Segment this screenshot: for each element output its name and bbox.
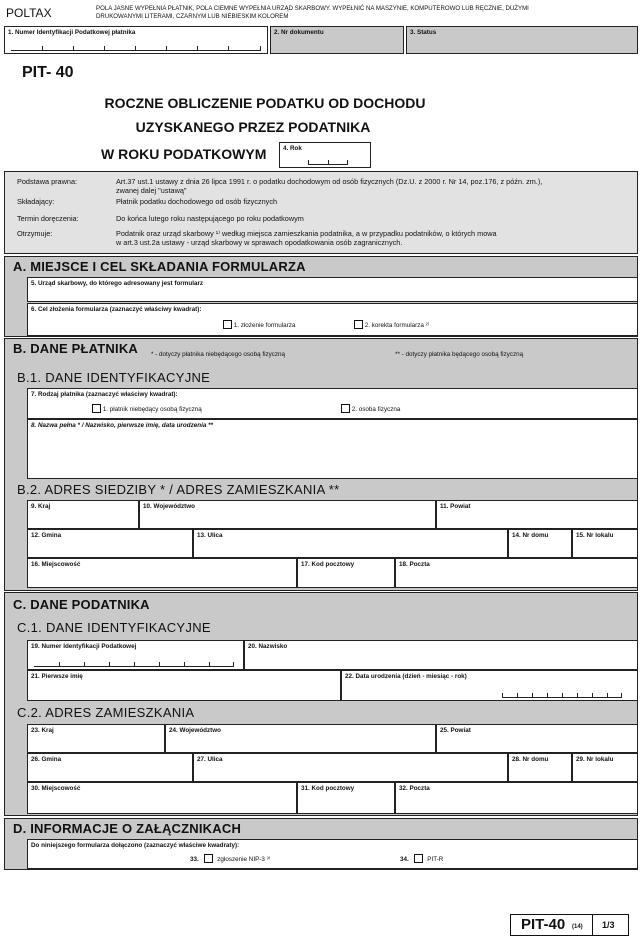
b2-title: B.2. ADRES SIEDZIBY * / ADRES ZAMIESZKANIA ** xyxy=(17,482,340,497)
field-label: 31. Kod pocztowy xyxy=(301,785,355,792)
payer-type-field xyxy=(27,388,638,419)
checkbox[interactable] xyxy=(204,854,213,863)
field-label: 23. Kraj xyxy=(31,727,54,734)
taxpayer-city-field[interactable] xyxy=(27,782,297,814)
taxpayer-postal-code-field[interactable] xyxy=(297,782,395,814)
attachment-nip3[interactable] xyxy=(190,854,270,863)
year-label: 4. Rok xyxy=(283,145,302,152)
info-box xyxy=(4,171,638,254)
attachments-label: Do niniejszego formularza dołączono (zaznaczyć właściwe kwadraty): xyxy=(31,842,240,849)
b1-title: B.1. DANE IDENTYFIKACYJNE xyxy=(17,370,211,385)
field-label: 20. Nazwisko xyxy=(248,643,288,650)
field-label: 26. Gmina xyxy=(31,756,62,763)
recipient-text2: w art.3 ust.2a ustawy - urząd skarbowy w sprawach opodatkowania osób zagranicznych. xyxy=(116,238,403,247)
basis-text: Art.37 ust.1 ustawy z dnia 26 lipca 1991 r. o podatku dochodowym od osób fizycznych (Dz.U. z 2000 r. Nr 14, poz.176, z późn. zm.), xyxy=(116,177,543,186)
field-label: 12. Gmina xyxy=(31,532,62,539)
document-number-field xyxy=(270,26,404,54)
checkbox[interactable] xyxy=(354,320,363,329)
status-field xyxy=(406,26,638,54)
instructions-line1: POLA JASNE WYPEŁNIA PŁATNIK, POLA CIEMNE WYPEŁNIA URZĄD SKARBOWY. WYPEŁNIĆ NA MASZYNIE, KOMPUTEROWO LUB RĘCZNIE, DUŻYMI xyxy=(96,5,529,12)
field-label: 16. Miejscowość xyxy=(31,561,81,568)
page-number: 1/3 xyxy=(602,920,615,930)
purpose-field xyxy=(27,303,638,336)
c2-title: C.2. ADRES ZAMIESZKANIA xyxy=(17,705,195,720)
taxpayer-municipality-field[interactable] xyxy=(27,753,193,782)
title-line3: W ROKU PODATKOWYM xyxy=(101,146,267,162)
house-number-field[interactable] xyxy=(508,529,572,558)
field-label: 15. Nr lokalu xyxy=(576,532,614,539)
section-d-title: D. INFORMACJE O ZAŁĄCZNIKACH xyxy=(13,821,242,836)
field-label: 27. Ulica xyxy=(197,756,223,763)
purpose-option-2[interactable] xyxy=(354,320,429,329)
status-label: 3. Status xyxy=(410,29,437,36)
document-number-label: 2. Nr dokumentu xyxy=(274,29,324,36)
taxpayer-house-number-field[interactable] xyxy=(508,753,572,782)
title-line2: UZYSKANEGO PRZEZ PODATNIKA xyxy=(135,119,371,135)
checkbox[interactable] xyxy=(414,854,423,863)
taxpayer-post-office-field[interactable] xyxy=(395,782,638,814)
nip-payer-field[interactable] xyxy=(4,26,268,54)
c1-title: C.1. DANE IDENTYFIKACYJNE xyxy=(17,620,211,635)
field-label: 25. Powiat xyxy=(440,727,471,734)
section-d xyxy=(4,818,638,870)
form-code: PIT- 40 xyxy=(22,64,74,81)
section-c xyxy=(4,592,638,816)
attachment-pitr[interactable] xyxy=(400,854,443,863)
payer-name-label: 8. Nazwa pełna * / Nazwisko, pierwsze imię, data urodzenia ** xyxy=(31,422,213,429)
field-label: 28. Nr domu xyxy=(512,756,549,763)
nip-tick-row xyxy=(34,663,234,667)
option-label: 2. osoba fizyczna xyxy=(351,406,401,413)
attachments-field xyxy=(27,839,638,869)
taxpayer-nip-field[interactable] xyxy=(27,640,244,670)
payer-name-field[interactable] xyxy=(27,419,638,479)
filer-text: Płatnik podatku dochodowego od osób fizycznych xyxy=(116,197,278,206)
checkbox[interactable] xyxy=(223,320,232,329)
option-label: 1. złożenie formularza xyxy=(233,322,296,329)
option-label: 2. korekta formularza ²⁾ xyxy=(364,322,430,329)
section-b-title: B. DANE PŁATNIKA xyxy=(13,341,139,356)
field-label: 32. Poczta xyxy=(399,785,430,792)
purpose-option-1[interactable] xyxy=(223,320,295,329)
field-label: 24. Województwo xyxy=(169,727,222,734)
field-label: 13. Ulica xyxy=(197,532,223,539)
payer-type-option-2[interactable] xyxy=(341,404,400,413)
taxpayer-apartment-number-field[interactable] xyxy=(572,753,638,782)
checkbox[interactable] xyxy=(92,404,101,413)
field-label: 21. Pierwsze imię xyxy=(31,673,83,680)
county-field[interactable] xyxy=(436,500,638,529)
taxpayer-street-field[interactable] xyxy=(193,753,508,782)
field-label: 11. Powiat xyxy=(440,503,471,510)
field-label: 14. Nr domu xyxy=(512,532,549,539)
payer-type-option-1[interactable] xyxy=(92,404,202,413)
basis-text2: zwanej dalej "ustawą" xyxy=(116,186,187,195)
purpose-label: 6. Cel złożenia formularza (zaznaczyć właściwy kwadrat): xyxy=(31,306,202,313)
nip-payer-label: 1. Numer Identyfikacji Podatkowej płatnika xyxy=(8,29,136,36)
section-c-title: C. DANE PODATNIKA xyxy=(13,597,150,612)
tax-office-field[interactable] xyxy=(27,277,638,302)
deadline-text: Do końca lutego roku następującego po roku podatkowym xyxy=(116,214,304,223)
postal-code-field[interactable] xyxy=(297,558,395,588)
footer-page-box xyxy=(593,914,629,936)
field-label: 10. Województwo xyxy=(143,503,196,510)
nip-tick-row xyxy=(11,47,261,51)
country-field[interactable] xyxy=(27,500,139,529)
field-label: 22. Data urodzenia (dzień - miesiąc - rok) xyxy=(345,673,467,680)
voivodeship-field[interactable] xyxy=(139,500,436,529)
field-label: 29. Nr lokalu xyxy=(576,756,614,763)
note-legal-entity: * - dotyczy płatnika niebędącego osobą fizyczną xyxy=(151,351,286,358)
footer-version: (14) xyxy=(572,924,583,930)
field-number: 34. xyxy=(400,856,409,863)
street-field[interactable] xyxy=(193,529,508,558)
taxpayer-county-field[interactable] xyxy=(436,724,638,753)
title-line1: ROCZNE OBLICZENIE PODATKU OD DOCHODU xyxy=(104,95,426,111)
note-natural-person: ** - dotyczy płatnika będącego osobą fizyczną xyxy=(395,351,524,358)
taxpayer-voivodeship-field[interactable] xyxy=(165,724,436,753)
filer-label: Składający: xyxy=(17,197,55,206)
municipality-field[interactable] xyxy=(27,529,193,558)
first-name-field[interactable] xyxy=(27,670,341,701)
post-office-field[interactable] xyxy=(395,558,638,588)
surname-field[interactable] xyxy=(244,640,638,670)
birth-date-field[interactable] xyxy=(341,670,638,701)
year-field[interactable] xyxy=(279,142,371,168)
footer-code: PIT-40 xyxy=(521,916,566,933)
field-number: 33. xyxy=(190,856,199,863)
section-a xyxy=(4,256,638,337)
basis-label: Podstawa prawna: xyxy=(17,177,78,186)
city-field[interactable] xyxy=(27,558,297,588)
section-a-title: A. MIEJSCE I CEL SKŁADANIA FORMULARZA xyxy=(13,259,306,274)
recipient-text: Podatnik oraz urząd skarbowy ¹⁾ według miejsca zamieszkania podatnika, a w przypadku podatników, o których mowa xyxy=(116,229,497,238)
tax-office-label: 5. Urząd skarbowy, do którego adresowany jest formularz xyxy=(31,280,204,287)
field-label: 19. Numer Identyfikacji Podatkowej xyxy=(31,643,137,650)
checkbox[interactable] xyxy=(341,404,350,413)
section-b xyxy=(4,338,638,591)
payer-type-label: 7. Rodzaj płatnika (zaznaczyć właściwy kwadrat): xyxy=(31,391,178,398)
deadline-label: Termin doręczenia: xyxy=(17,214,79,223)
taxpayer-country-field[interactable] xyxy=(27,724,165,753)
apartment-number-field[interactable] xyxy=(572,529,638,558)
brand: POLTAX xyxy=(6,6,52,20)
field-label: 9. Kraj xyxy=(31,503,51,510)
recipient-label: Otrzymuje: xyxy=(17,229,53,238)
field-label: 30. Miejscowość xyxy=(31,785,81,792)
instructions-line2: DRUKOWANYMI LITERAMI, CZARNYM LUB NIEBIESKIM KOLOREM xyxy=(96,13,289,20)
option-label: PIT-R xyxy=(427,856,444,863)
option-label: zgłoszenie NIP-3 ³⁾ xyxy=(217,856,271,863)
header-row xyxy=(4,26,638,56)
field-label: 17. Kod pocztowy xyxy=(301,561,355,568)
option-label: 1. płatnik niebędący osobą fizyczną xyxy=(102,406,202,413)
field-label: 18. Poczta xyxy=(399,561,430,568)
footer-code-box xyxy=(510,914,593,936)
